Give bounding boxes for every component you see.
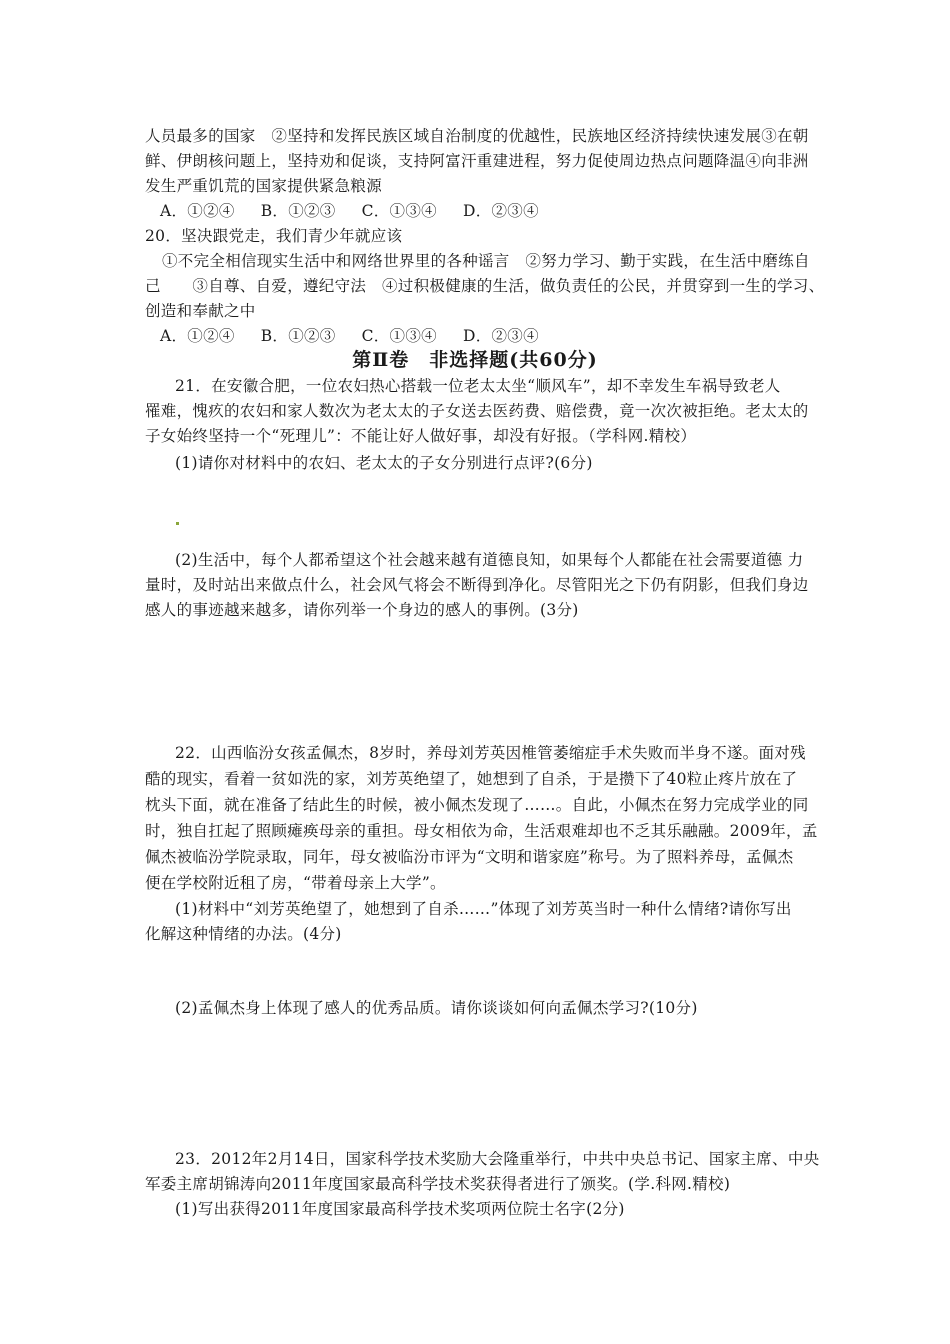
q21-sub2-line-1: (2)生活中，每个人都希望这个社会越来越有道德良知，如果每个人都能在社会需要道德 力 [175,551,804,569]
q23-line-2: 军委主席胡锦涛向2011年度国家最高科学技术奖获得者进行了颁奖。(学.科网.精校) [145,1175,731,1193]
q22-line-5: 佩杰被临汾学院录取，同年，母女被临汾市评为“文明和谐家庭”称号。为了照料养母，孟佩杰 [145,848,794,866]
q19-option-d: D．②③④ [462,202,539,220]
q22-sub1-line-1: (1)材料中“刘芳英绝望了，她想到了自杀……”体现了刘芳英当时一种什么情绪?请你写出 [175,900,792,918]
q21-line-3: 子女始终坚持一个“死理儿”：不能让好人做好事，却没有好报。（学科网.精校） [145,427,697,445]
q22-line-3: 枕头下面，就在准备了结此生的时候，被小佩杰发现了……。自此，小佩杰在努力完成学业的同 [145,796,809,814]
section-title: 第Ⅱ卷 非选择题(共60分) [352,349,598,371]
q22-line-6: 便在学校附近租了房，“带着母亲上大学”。 [145,874,446,892]
q23-line-1: 23．2012年2月14日，国家科学技术奖励大会隆重举行，中共中央总书记、国家主席、中央 [175,1150,820,1168]
q21-sub2-line-3: 感人的事迹越来越多，请你列举一个身边的感人的事例。(3分) [145,601,579,619]
q20-line-2: 己 ③自尊、自爱，遵纪守法 ④过积极健康的生活，做负责任的公民，并贯穿到一生的学习、 [145,277,825,295]
q21-sub1: (1)请你对材料中的农妇、老太太的子女分别进行点评?(6分) [175,454,593,472]
q20-line-1: ①不完全相信现实生活中和网络世界里的各种谣言 ②努力学习、勤于实践，在生活中磨练自 [162,252,810,270]
q23-sub1: (1)写出获得2011年度国家最高科学技术奖项两位院士名字(2分) [175,1200,625,1218]
q22-line-2: 酷的现实，看着一贫如洗的家，刘芳英绝望了，她想到了自杀，于是攒下了40粒止疼片放在了 [145,770,798,788]
q20-stem: 20．坚决跟党走，我们青少年就应该 [145,227,403,245]
q21-line-1: 21．在安徽合肥，一位农妇热心搭载一位老太太坐“顺风车”，却不幸发生车祸导致老人 [175,377,781,395]
q19-option-b: B．①②③ [260,202,336,220]
q20-option-d: D．②③④ [462,327,539,345]
q22-sub1-line-2: 化解这种情绪的办法。(4分) [145,925,342,943]
q22-sub2: (2)孟佩杰身上体现了感人的优秀品质。请你谈谈如何向孟佩杰学习?(10分) [175,999,698,1017]
q19-line-3: 发生严重饥荒的国家提供紧急粮源 [145,177,383,195]
q20-line-3: 创造和奉献之中 [145,302,256,320]
q19-line-1: 人员最多的国家 ②坚持和发挥民族区域自治制度的优越性，民族地区经济持续快速发展③在朝 [145,127,809,145]
q20-option-c: C．①③④ [361,327,437,345]
q22-line-1: 22．山西临汾女孩孟佩杰，8岁时，养母刘芳英因椎管萎缩症手术失败而半身不遂。面对残 [175,744,806,762]
q19-option-c: C．①③④ [361,202,437,220]
q19-options [160,199,860,224]
q19-line-2: 鲜、伊朗核问题上，坚持劝和促谈，支持阿富汗重建进程，努力促使周边热点问题降温④向非洲 [145,152,809,170]
q19-option-a: A．①②④ [160,202,235,220]
q20-option-b: B．①②③ [260,327,336,345]
q21-line-2: 罹难，愧疚的农妇和家人数次为老太太的子女送去医药费、赔偿费，竟一次次被拒绝。老太太的 [145,402,809,420]
stray-dot [176,522,179,525]
q20-option-a: A．①②④ [160,327,235,345]
q21-sub2-line-2: 量时，及时站出来做点什么，社会风气将会不断得到净化。尽管阳光之下仍有阴影，但我们身边 [145,576,809,594]
q22-line-4: 时，独自扛起了照顾瘫痪母亲的重担。母女相依为命，生活艰难却也不乏其乐融融。2009年，孟 [145,822,818,840]
